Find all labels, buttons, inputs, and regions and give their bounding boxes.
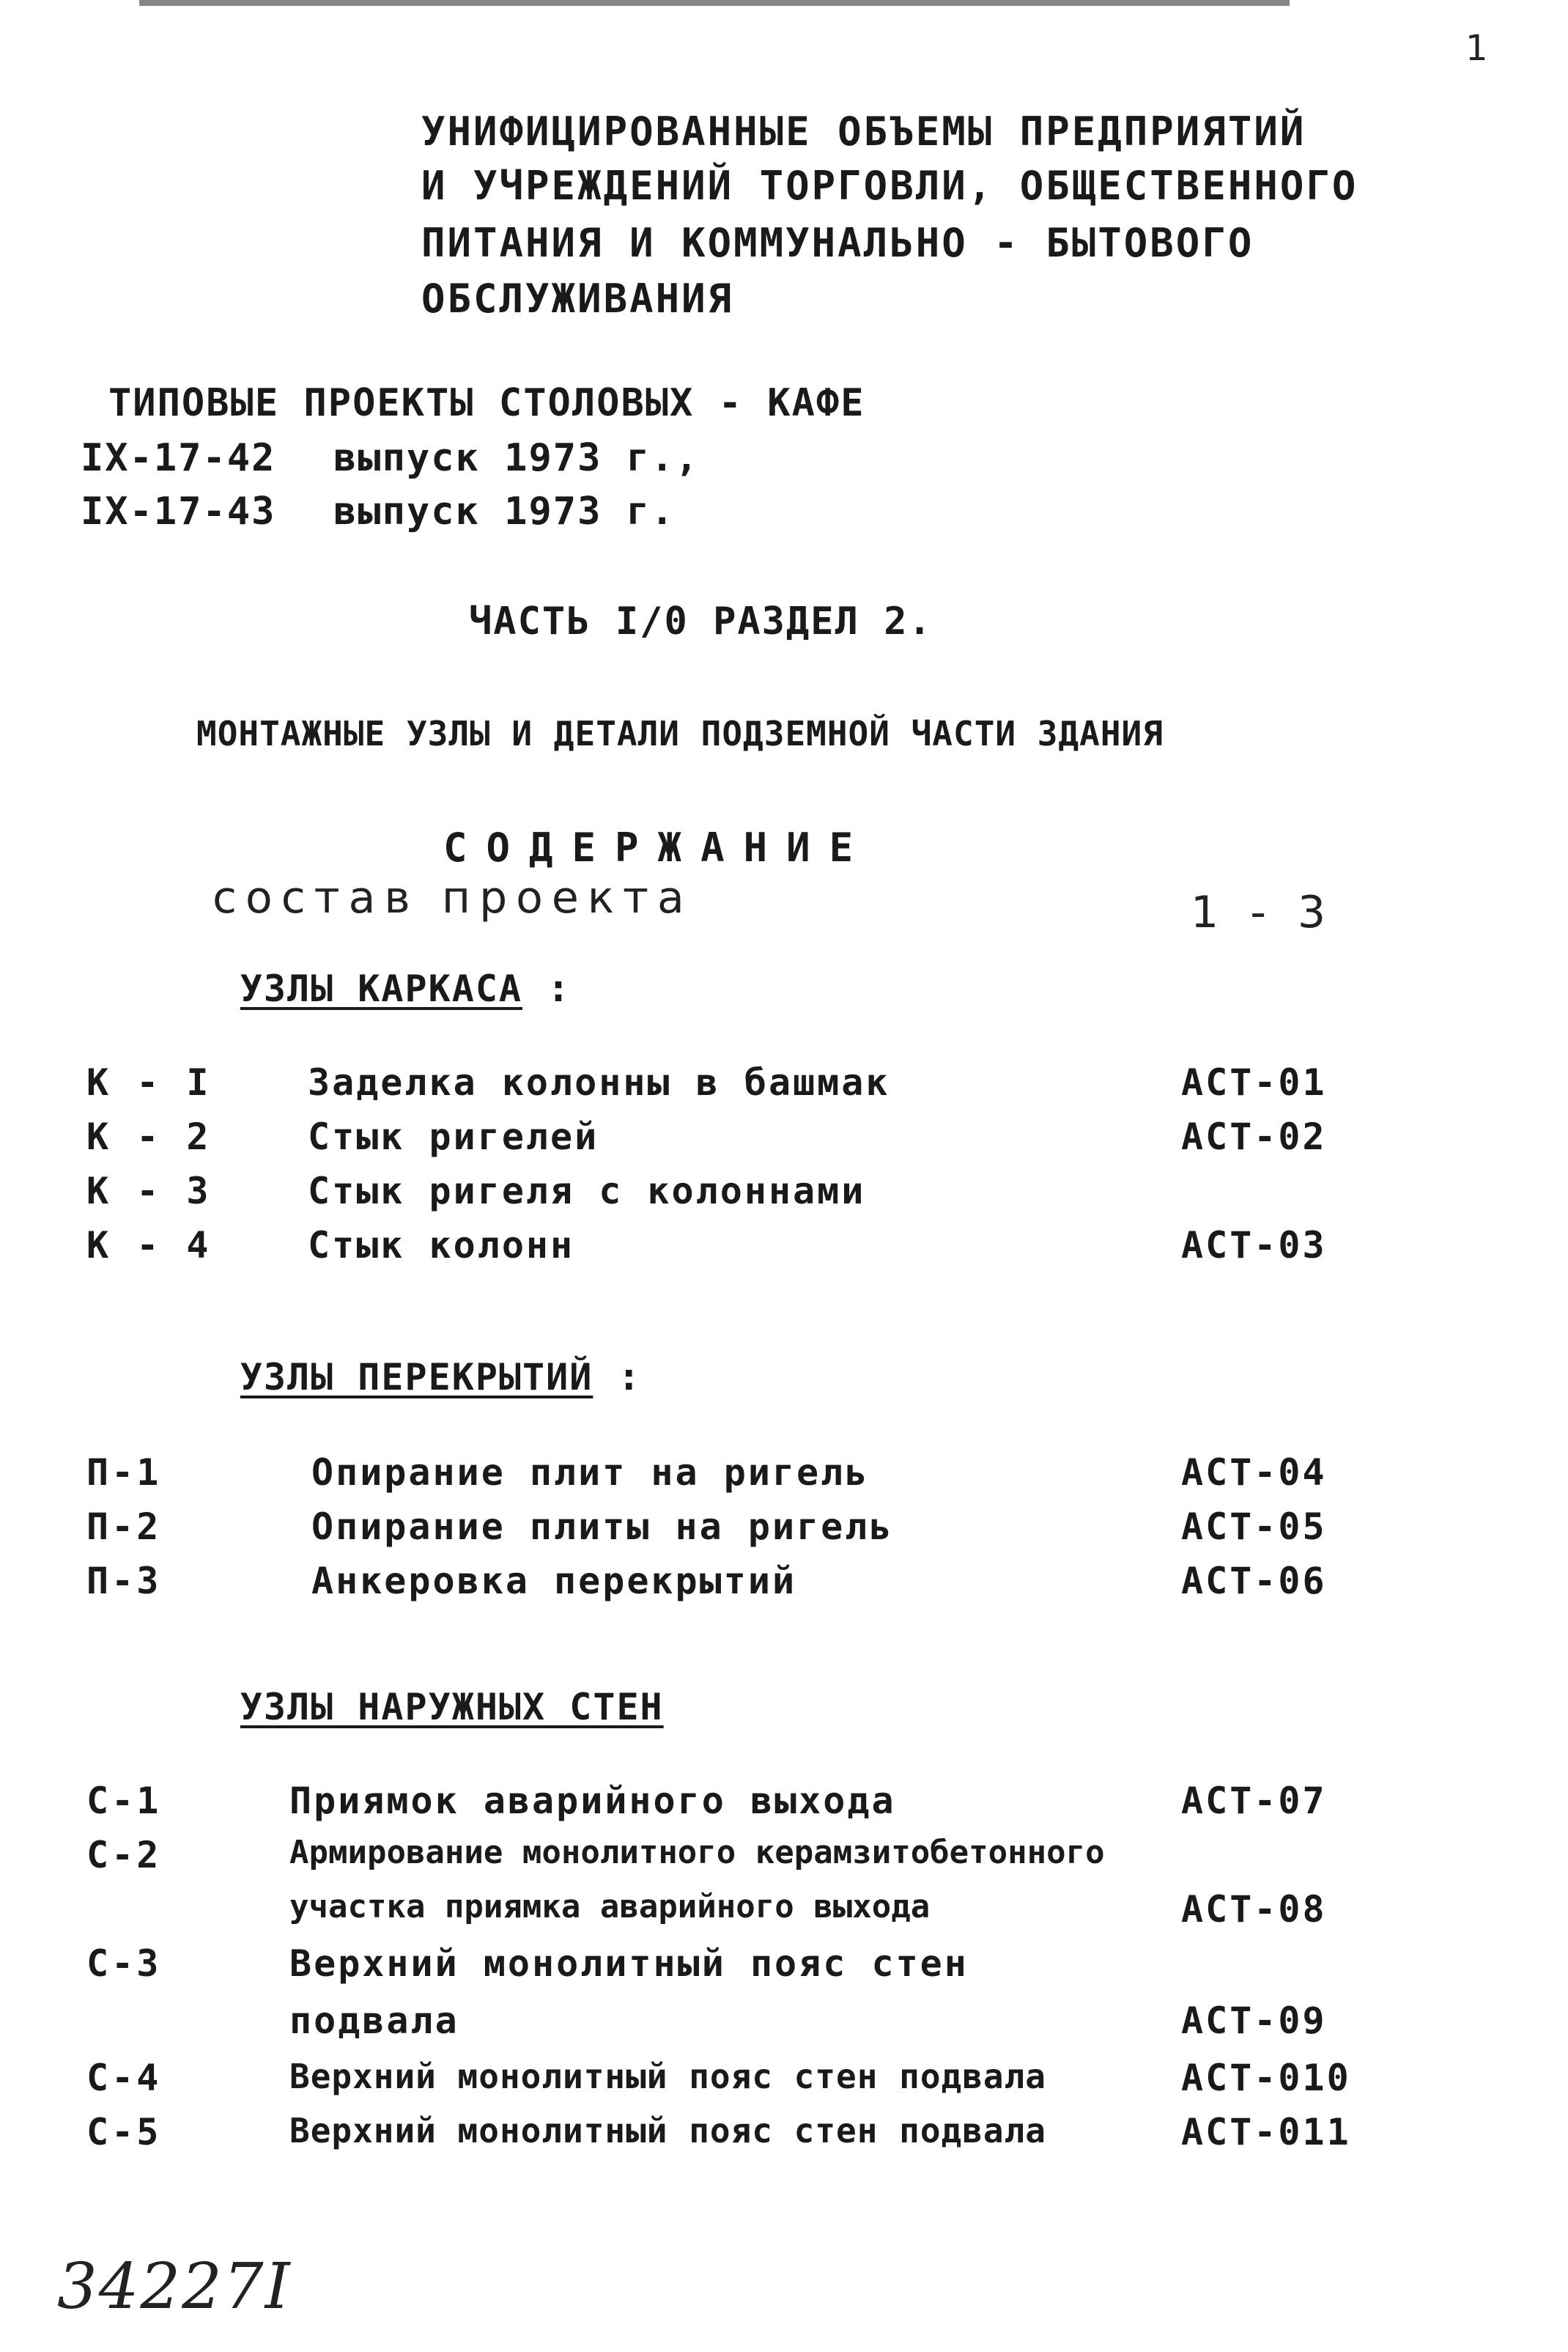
- item-reference: АСТ-01: [1181, 1061, 1327, 1104]
- item-code: С-5: [86, 2111, 162, 2153]
- item-description: Верхний монолитный пояс стен подвала: [289, 2057, 1046, 2096]
- item-reference: АСТ-04: [1181, 1451, 1327, 1494]
- item-description: Армирование монолитного керамзитобетонного: [289, 1834, 1105, 1871]
- item-code: С-4: [86, 2057, 162, 2099]
- item-code: К - 2: [86, 1116, 212, 1158]
- composition-pages: 1 - 3: [1191, 887, 1335, 938]
- page-number: 1: [1465, 28, 1497, 69]
- section-heading-row: [198, 1671, 664, 1743]
- item-description: Стык ригеля с колоннами: [308, 1170, 866, 1212]
- item-code: С-3: [86, 1942, 162, 1985]
- item-description: подвала: [289, 1999, 459, 2042]
- composition-label: состав проекта: [212, 872, 693, 924]
- section-heading-row: [198, 1341, 642, 1413]
- item-description: Верхний монолитный пояс стен: [289, 1942, 969, 1985]
- item-reference: АСТ-07: [1181, 1780, 1327, 1822]
- item-description: Опирание плиты на ригель: [311, 1505, 894, 1548]
- item-code: К - 3: [86, 1170, 212, 1212]
- item-code: К - I: [86, 1061, 212, 1104]
- header-line: И УЧРЕЖДЕНИЙ ТОРГОВЛИ, ОБЩЕСТВЕННОГО: [421, 163, 1358, 209]
- section-heading: УЗЛЫ НАРУЖНЫХ СТЕН: [240, 1686, 664, 1728]
- item-description: Верхний монолитный пояс стен подвала: [289, 2111, 1046, 2150]
- item-code: С-1: [86, 1780, 162, 1822]
- item-reference: АСТ-05: [1181, 1505, 1327, 1548]
- item-description: Стык ригелей: [308, 1116, 599, 1158]
- item-reference: АСТ-03: [1181, 1224, 1327, 1267]
- item-reference: АСТ-02: [1181, 1116, 1327, 1158]
- contents-title: СОДЕРЖАНИЕ: [443, 825, 873, 871]
- header-line: УНИФИЦИРОВАННЫЕ ОБЪЕМЫ ПРЕДПРИЯТИЙ: [421, 108, 1306, 155]
- item-description: Заделка колонны в башмак: [308, 1061, 890, 1104]
- item-code: К - 4: [86, 1224, 212, 1267]
- item-code: П-3: [86, 1560, 162, 1602]
- item-reference: АСТ-06: [1181, 1560, 1327, 1602]
- heading-colon: :: [522, 967, 572, 1011]
- section-heading: УЗЛЫ ПЕРЕКРЫТИЙ: [240, 1356, 593, 1398]
- item-reference: АСТ-011: [1181, 2111, 1351, 2153]
- heading-colon: :: [593, 1355, 642, 1399]
- part-section-label: ЧАСТЬ I/0 РАЗДЕЛ 2.: [469, 600, 933, 644]
- item-reference: АСТ-010: [1181, 2057, 1351, 2099]
- item-code: П-2: [86, 1505, 162, 1548]
- project-issue: выпуск 1973 г.,: [333, 436, 700, 480]
- item-description: участка приямка аварийного выхода: [289, 1888, 931, 1925]
- item-description: Приямок аварийного выхода: [289, 1780, 896, 1822]
- project-issue: выпуск 1973 г.: [333, 490, 676, 534]
- inventory-number: 34227I: [57, 2250, 292, 2323]
- item-description: Стык колонн: [308, 1224, 575, 1267]
- item-code: П-1: [86, 1451, 162, 1494]
- item-description: Опирание плит на ригель: [311, 1451, 870, 1494]
- item-code: С-2: [86, 1834, 162, 1876]
- section-heading-row: [198, 953, 572, 1025]
- project-code: IX-17-43: [81, 490, 276, 534]
- item-description: Анкеровка перекрытий: [311, 1560, 797, 1602]
- top-border-line: [139, 0, 1290, 6]
- item-reference: АСТ-09: [1181, 1999, 1327, 2042]
- projects-title: ТИПОВЫЕ ПРОЕКТЫ СТОЛОВЫХ - КАФЕ: [108, 381, 865, 425]
- header-line: ПИТАНИЯ И КОММУНАЛЬНО - БЫТОВОГО: [421, 220, 1254, 266]
- project-code: IX-17-42: [81, 436, 276, 480]
- item-reference: АСТ-08: [1181, 1888, 1327, 1931]
- header-line: ОБСЛУЖИВАНИЯ: [421, 276, 734, 322]
- section-heading: УЗЛЫ КАРКАСА: [240, 967, 523, 1010]
- subject-title: МОНТАЖНЫЕ УЗЛЫ И ДЕТАЛИ ПОДЗЕМНОЙ ЧАСТИ ЗДАНИЯ: [196, 714, 1164, 753]
